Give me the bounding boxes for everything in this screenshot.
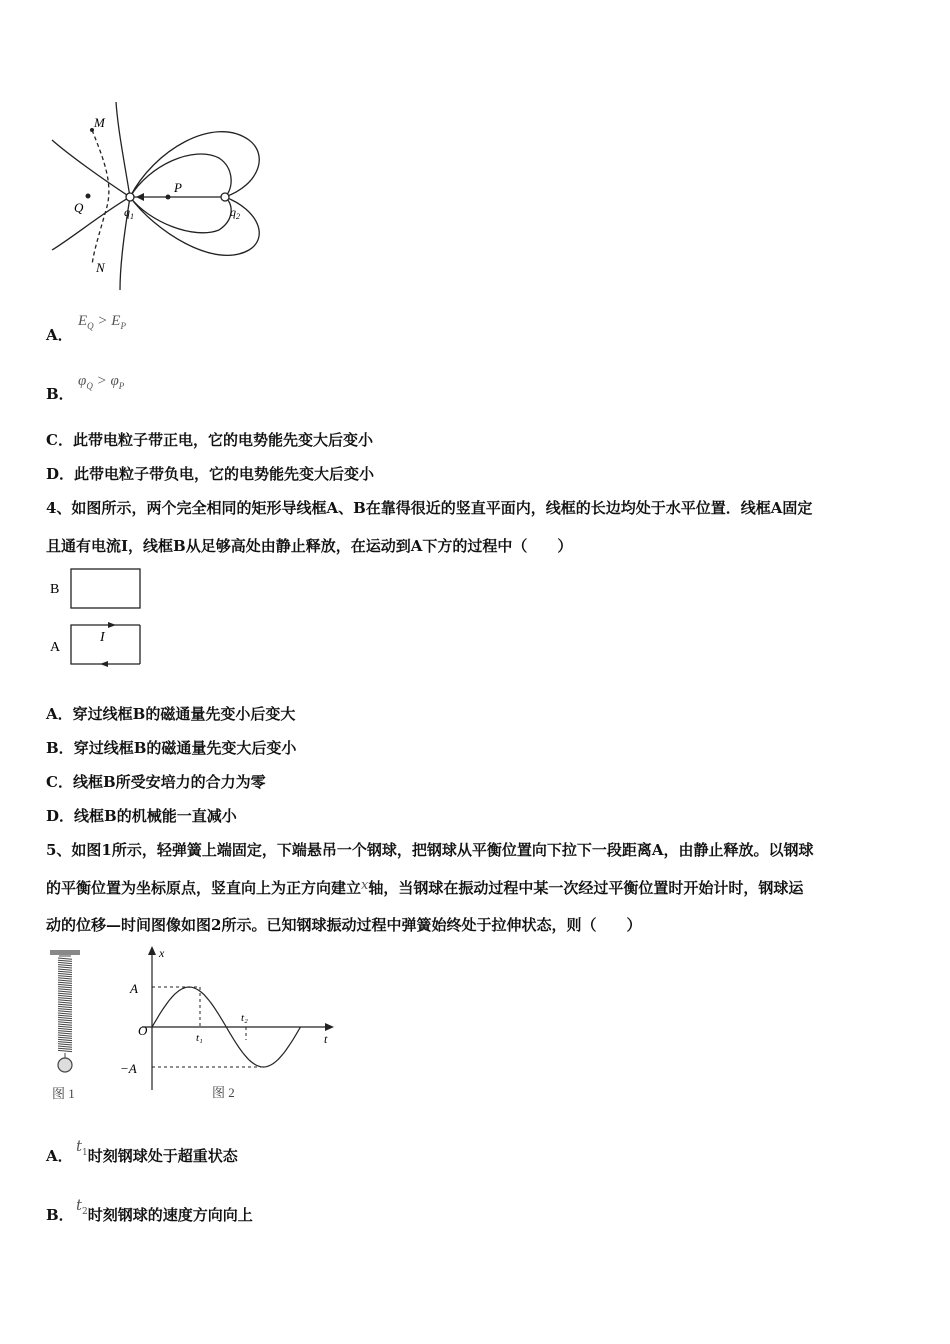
label-N: N bbox=[96, 260, 105, 275]
q3-option-d: D．此带电粒子带负电，它的电势能先变大后变小 bbox=[46, 465, 375, 483]
q5-option-a-label: A． bbox=[46, 1147, 73, 1165]
q4-option-c: C．线框B所受安培力的合力为零 bbox=[46, 773, 266, 791]
q3-option-b-math: $\varphi_Q > \varphi_P$ bbox=[78, 373, 125, 391]
xt-graph bbox=[112, 940, 342, 1105]
q5-stem-line3: 动的位移—时间图像如图2所示。已知钢球振动过程中弹簧始终处于拉伸状态，则（ ） bbox=[46, 916, 642, 934]
q3-option-c: C．此带电粒子带正电，它的电势能先变大后变小 bbox=[46, 431, 373, 449]
q4-option-d: D．线框B的机械能一直减小 bbox=[46, 807, 237, 825]
loop-label-b: B bbox=[50, 582, 60, 597]
q3-option-a-math: $E_Q > E_P$ bbox=[78, 313, 126, 331]
axis-label-t: t bbox=[324, 1032, 328, 1046]
tick-label-t1: t₁ bbox=[196, 1032, 203, 1044]
axis-label-x: x bbox=[159, 946, 165, 960]
label-Q: Q bbox=[74, 200, 84, 215]
label-M: M bbox=[94, 115, 105, 130]
q3-option-b-label: B． bbox=[46, 385, 74, 403]
q5-stem-line1: 5、如图1所示，轻弹簧上端固定，下端悬吊一个钢球，把钢球从平衡位置向下拉下一段距离A，由静止释放。以钢球 bbox=[46, 841, 814, 859]
fig1-caption: 图 1 bbox=[52, 1086, 75, 1101]
tick-label-t2: t₂ bbox=[241, 1012, 248, 1024]
loop-label-a: A bbox=[50, 640, 61, 655]
loops-figure bbox=[44, 565, 154, 670]
fig2-caption: 图 2 bbox=[212, 1085, 235, 1100]
field-lines-figure bbox=[44, 100, 274, 292]
q3-option-a-label: A． bbox=[46, 326, 73, 344]
label-q2: $q_2$ bbox=[230, 205, 240, 221]
label-P: P bbox=[174, 180, 182, 195]
q4-stem-line2: 且通有电流I，线框B从足够高处由静止释放，在运动到A下方的过程中（ ） bbox=[46, 537, 573, 555]
tick-label-negA: −A bbox=[120, 1061, 137, 1076]
q5-stem-line2: 的平衡位置为坐标原点，竖直向上为正方向建立x轴，当钢球在振动过程中某一次经过平衡位置时开始计时，钢球运 bbox=[46, 878, 804, 897]
spring-figure bbox=[44, 948, 94, 1108]
origin-label: O bbox=[138, 1023, 148, 1038]
q4-option-a: A．穿过线框B的磁通量先变小后变大 bbox=[46, 705, 296, 723]
label-q1: $q_1$ bbox=[124, 205, 134, 221]
q4-stem-line1: 4、如图所示，两个完全相同的矩形导线框A、B在靠得很近的竖直平面内，线框的长边均处于水平位置．线框A固定 bbox=[46, 499, 813, 517]
q5-option-b-label: B． bbox=[46, 1206, 74, 1224]
q4-option-b: B．穿过线框B的磁通量先变大后变小 bbox=[46, 739, 297, 757]
q5-option-a: $t_1$时刻钢球处于超重状态 bbox=[76, 1137, 238, 1165]
q5-option-b: $t_2$时刻钢球的速度方向向上 bbox=[76, 1196, 253, 1224]
current-label-i: I bbox=[100, 630, 105, 645]
tick-label-A: A bbox=[130, 981, 138, 996]
